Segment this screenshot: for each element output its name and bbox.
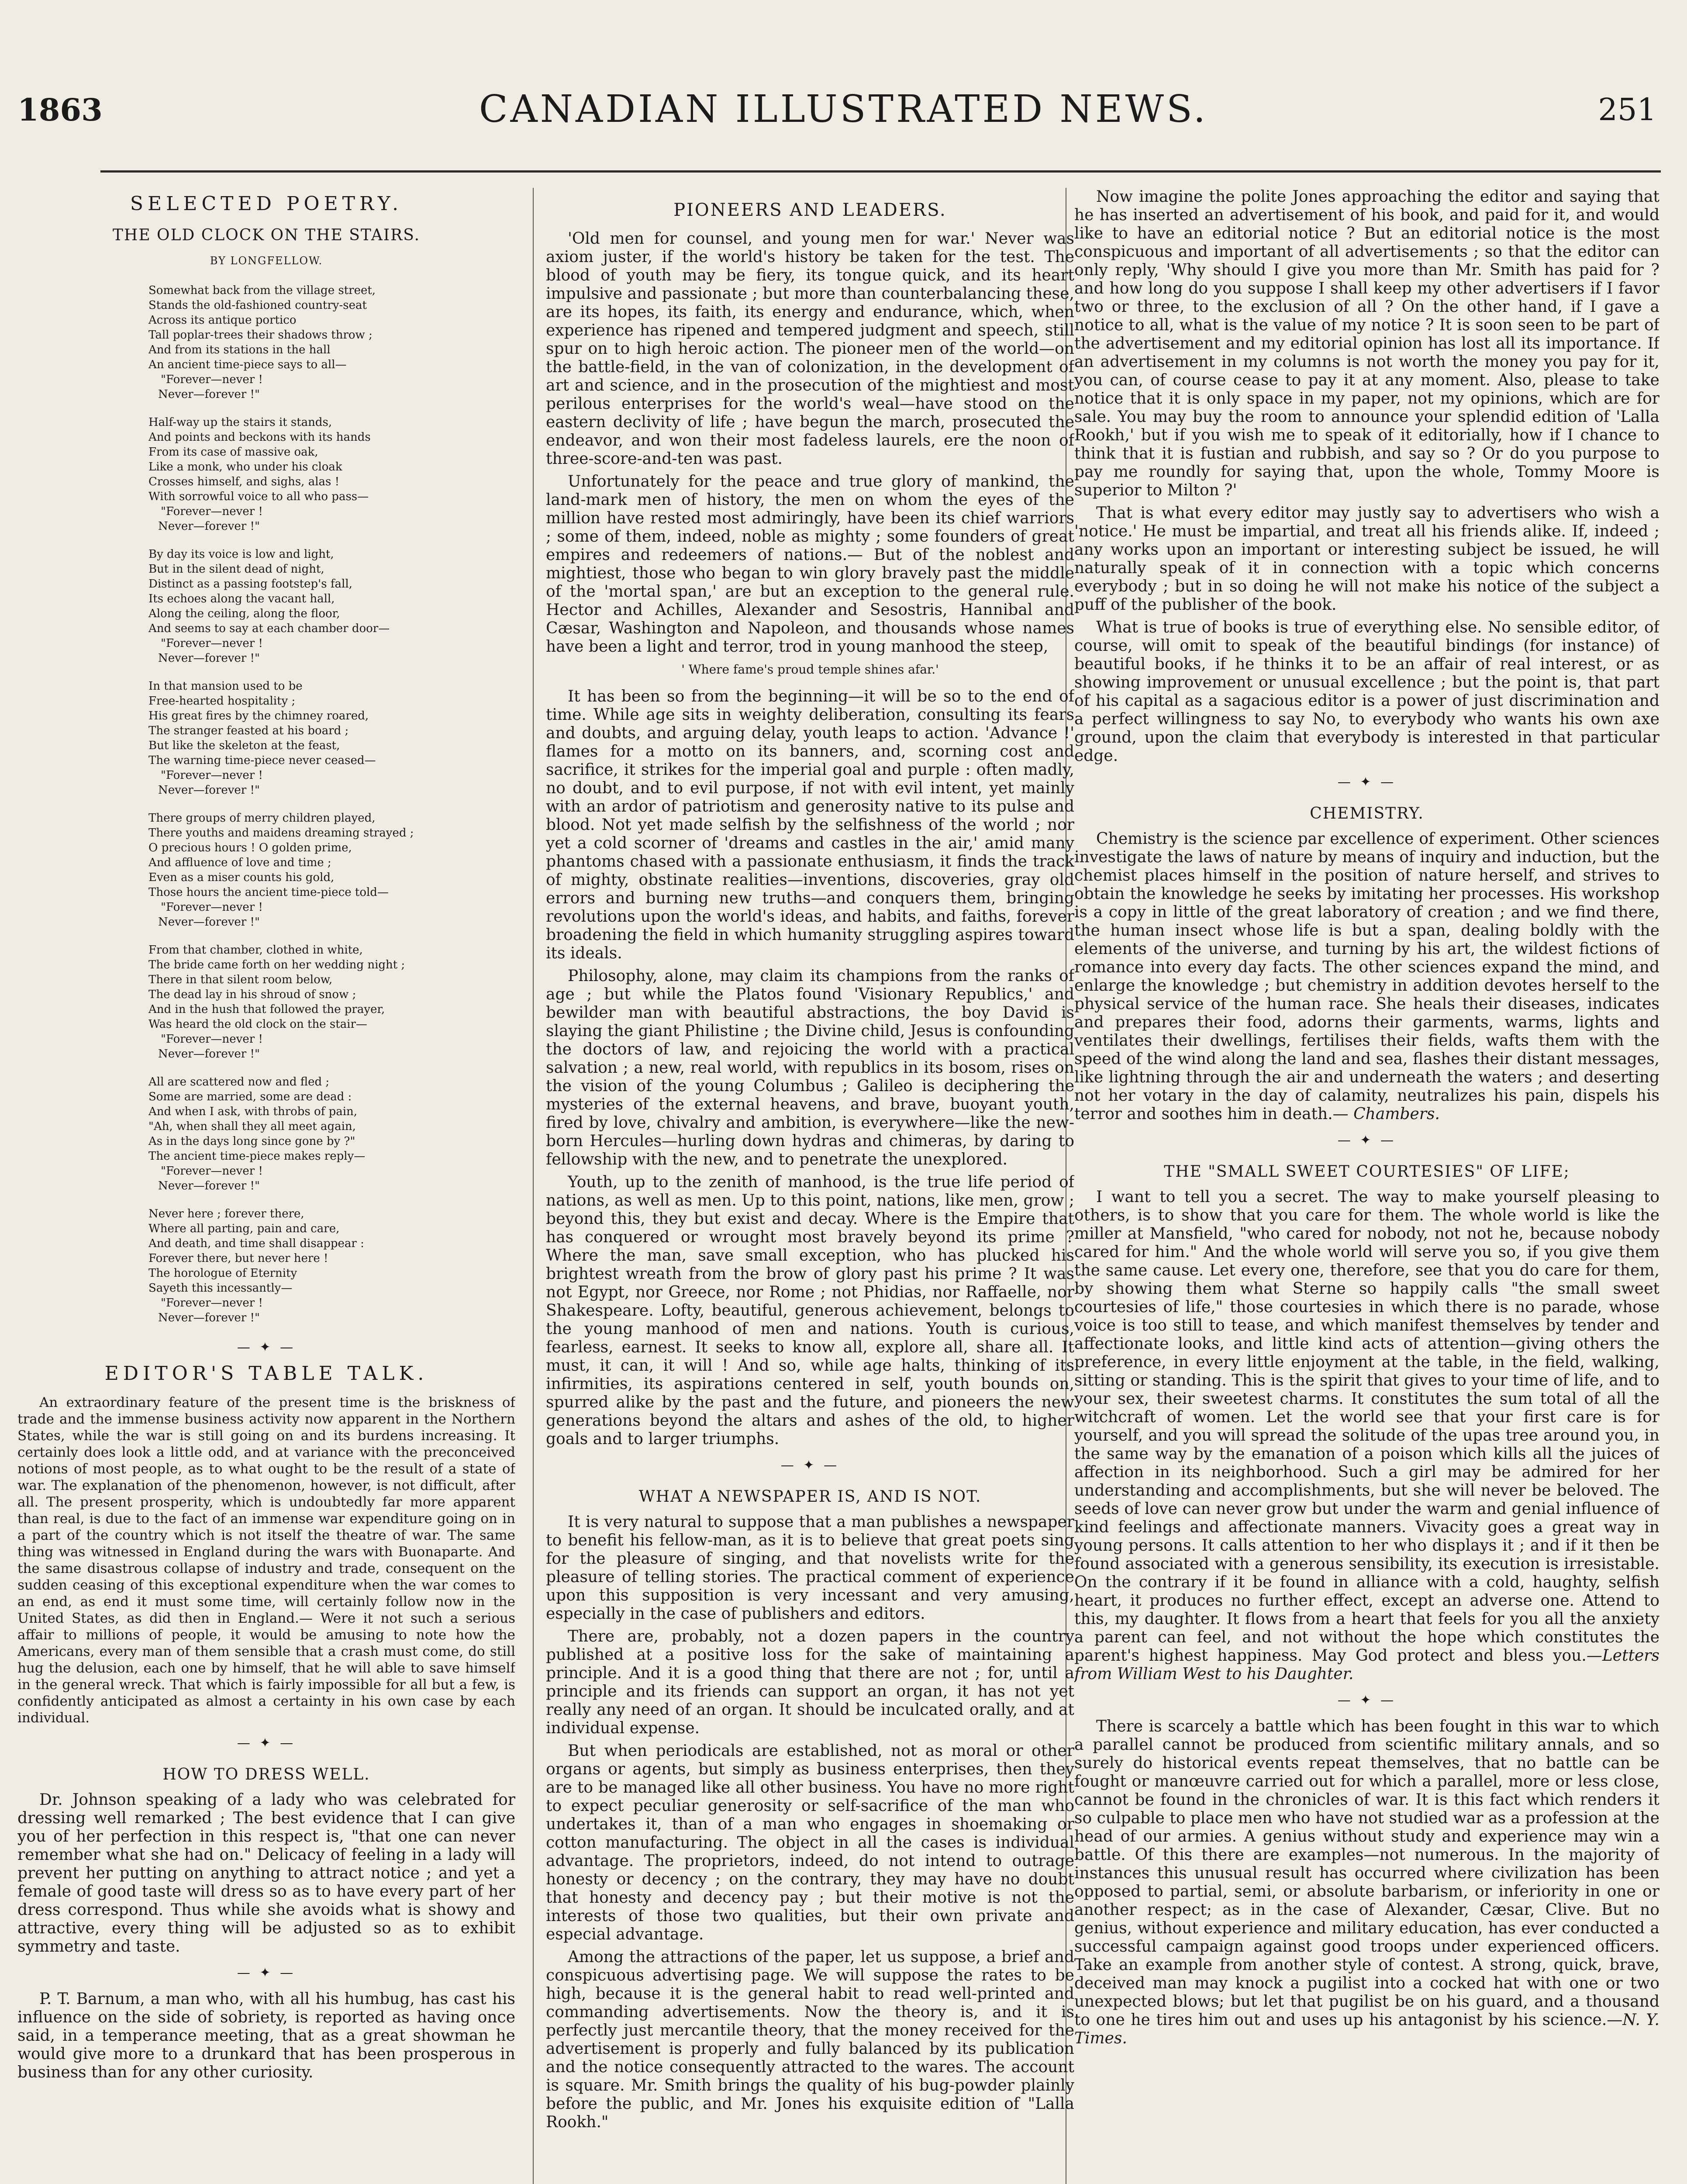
poem-line: But in the silent dead of night, xyxy=(148,563,324,576)
courtesies-source: Letters from William West to his Daughter. xyxy=(1074,1647,1659,1683)
poem-line: And death, and time shall disappear : xyxy=(148,1237,364,1250)
year: 1863 xyxy=(17,92,103,128)
poem-line: Never—forever !" xyxy=(158,1047,260,1061)
poem-author: BY LONGFELLOW. xyxy=(210,255,323,267)
poem-line: From that chamber, clothed in white, xyxy=(148,943,363,957)
poem-line: "Forever—never ! xyxy=(161,1033,263,1046)
page-number: 251 xyxy=(1598,92,1656,128)
poem-line: Across its antique portico xyxy=(148,314,297,327)
poem-line: Like a monk, who under his cloak xyxy=(148,460,342,473)
poem-line: Never—forever !" xyxy=(158,916,260,929)
column-divider xyxy=(533,188,534,2184)
column-2 xyxy=(546,188,1074,2184)
masthead-rule xyxy=(100,170,1661,173)
poem-stanza xyxy=(148,1206,515,1325)
poem-stanza xyxy=(148,547,515,666)
article-heading-dress: HOW TO DRESS WELL. xyxy=(162,1766,370,1783)
battle-source: N. Y. Times. xyxy=(1074,2011,1659,2047)
poem-line: And when I ask, with throbs of pain, xyxy=(148,1105,358,1118)
poem-line: "Forever—never ! xyxy=(161,1165,263,1178)
ornament-divider: — ✦ — xyxy=(237,1965,296,1980)
newspaper-title: CANADIAN ILLUSTRATED NEWS. xyxy=(479,87,1208,131)
poem-line: "Forever—never ! xyxy=(161,769,263,782)
poem-title: THE OLD CLOCK ON THE STAIRS. xyxy=(112,226,421,244)
poem-line: Even as a miser counts his gold, xyxy=(148,871,335,884)
poem-line: All are scattered now and fled ; xyxy=(148,1075,330,1089)
poem-body xyxy=(17,283,515,1325)
poem-line: Its echoes along the vacant hall, xyxy=(148,592,335,605)
poem-line: Never—forever !" xyxy=(158,652,260,665)
poem-line: Forever there, but never here ! xyxy=(148,1252,328,1265)
poem-line: There groups of merry children played, xyxy=(148,812,376,825)
article-heading-newspaper: WHAT A NEWSPAPER IS, AND IS NOT. xyxy=(638,1488,982,1506)
poem-stanza xyxy=(148,679,515,798)
poem-line: Where all parting, pain and care, xyxy=(148,1222,340,1235)
poem-stanza xyxy=(148,283,515,402)
article-paragraph: What is true of books is true of everything else. No sensible editor, of course, will omit to speak of the beautiful bindings (for instance) of beautiful books, if he thinks it to be an affair of real interest, or as showing improvement or unusual excellence ; but the point is, that part of his capital as a sagacious editor is a power of just discrimination and a perfect willingness to say No, to everybody who wants his own axe ground, upon the claim that everybody is interested in that particular edge. xyxy=(1074,619,1659,765)
poem-line: Tall poplar-trees their shadows throw ; xyxy=(148,328,373,342)
poem-line: The horologue of Eternity xyxy=(148,1267,297,1280)
poem-line: And from its stations in the hall xyxy=(148,343,331,356)
poem-line: From its case of massive oak, xyxy=(148,446,318,459)
poem-line: Those hours the ancient time-piece told— xyxy=(148,886,389,899)
masthead xyxy=(0,0,1687,188)
poem-line: Never—forever !" xyxy=(158,1179,260,1192)
poem-line: The stranger feasted at his board ; xyxy=(148,724,349,737)
poem-line: Crosses himself, and sighs, alas ! xyxy=(148,475,340,488)
poem-line: The dead lay in his shroud of snow ; xyxy=(148,988,356,1001)
article-paragraph: It is very natural to suppose that a man publishes a newspaper to benefit his fellow-man, as it is to believe that great poets sing for the pleasure of singing, and that novelists write for the pleasure of telling stories. The practical comment of experience upon this supposition is very incessant and very amusing, especially in the case of publishers and editors. xyxy=(546,1513,1074,1623)
article-paragraph: Youth, up to the zenith of manhood, is the true life period of nations, as well as men. Up to this point, nations, like men, grow ; beyond this, they but exist and decay. Where is the Empire that has conquered or wrought most bravely beyond its prime ? Where the man, save small exception, who has plucked his brightest wreath from the brow of glory past his prime ? It was not Egypt, nor Greece, nor Rome ; not Phidias, nor Raffaelle, nor Shakespeare. Lofty, beautiful, generous achievement, belongs to the young manhood of men and nations. Youth is curious, fearless, earnest. It seeks to know all, explore all, share all. It must, it can, it will ! And so, while age halts, thinking of its infirmities, its aspirations centered in self, youth bounds on, spurred alike by the past and the future, and pioneers the new generations beyond the altars and ashes of the old, to higher goals and to larger triumphs. xyxy=(546,1173,1074,1448)
article-paragraph: Philosophy, alone, may claim its champions from the ranks of age ; but while the Platos found 'Visionary Republics,' and bewilder man with beautiful abstractions, the boy David is slaying the giant Philistine ; the Divine child, Jesus is confounding the doctors of law, and rejoicing the world with a practical salvation ; a new, real world, with republics in its bosom, rises on the vision of the young Columbus ; Galileo is deciphering the mysteries of the external heavens, and brave, buoyant youth, fired by love, chivalry and ambition, is everywhere—like the new-born Hercules—hurling down hydras and chimeras, by daring to fellowship with the new, and to penetrate the unexplored. xyxy=(546,967,1074,1168)
poem-line: Some are married, some are dead : xyxy=(148,1090,352,1103)
article-text-chemistry xyxy=(1074,830,1659,1123)
poem-line: "Forever—never ! xyxy=(161,1296,263,1310)
article-paragraph: There are, probably, not a dozen papers in the country published at a positive loss for the sake of maintaining a principle. And it is a good thing that there are not ; for, until a principle and its friends can support an organ, it has not yet really any need of an organ. It should be inculcated orally, and at individual expense. xyxy=(546,1628,1074,1737)
poem-line: Free-hearted hospitality ; xyxy=(148,695,296,708)
article-paragraph: 'Old men for counsel, and young men for war.' Never was axiom juster, if the world's history be taken for the test. The blood of youth may be fiery, its tongue quick, and its heart impulsive and passionate ; but more than counterbalancing these, are its hopes, its faith, its energy and endurance, which, when experience has ripened and tempered judgment and speech, still spur on to high heroic action. The pioneer men of the world—on the battle-field, in the van of colonization, in the development of art and science, and in the prosecution of the mightiest and most perilous enterprises for the world's weal—have stood on the eastern declivity of life ; have begun the march, prosecuted the endeavor, and won their most fadeless laurels, ere the noon of three-score-and-ten was past. xyxy=(546,230,1074,468)
poem-line: Never here ; forever there, xyxy=(148,1207,304,1220)
article-text-courtesies xyxy=(1074,1188,1659,1683)
poem-line: There youths and maidens dreaming strayed ; xyxy=(148,826,414,840)
poem-line: Never—forever !" xyxy=(158,388,260,401)
poem-line: Never—forever !" xyxy=(158,1311,260,1324)
poem-line: The bride came forth on her wedding night ; xyxy=(148,958,405,971)
poem-line: "Forever—never ! xyxy=(161,373,263,386)
editor-table-talk-text: An extraordinary feature of the present time is the briskness of trade and the immense business activity now apparent in the Northern States, while the war is still going on and its burdens increasing. It certainly does look a little odd, and at variance with the preconceived notions of most people, as to what ought to be the result of a state of war. The explanation of the phenomenon, however, is not difficult, after all. The present prosperity, which is undoubtedly far more apparent than real, is due to the fact of an immense war expenditure going on in a part of the country which is not itself the theatre of war. The same thing was witnessed in England during the wars with Buonaparte. And the same disastrous collapse of industry and trade, consequent on the sudden ceasing of this exceptional expenditure when the war comes to an end, as end it must some time, will certainly follow now in the United States, as did then in England.— Were it not such a serious affair to millions of people, it would be amusing to note how the Americans, every man of them sensible that a crash must come, do still hug the delusion, each one by himself, that he will able to save himself in the general wreck. That which is fairly impossible for all but a few, is confidently anticipated as almost a certainty in his own case by each individual. xyxy=(17,1395,515,1726)
chemistry-source: Chambers. xyxy=(1353,1105,1440,1123)
poem-line: The ancient time-piece makes reply— xyxy=(148,1150,366,1163)
poem-line: Was heard the old clock on the stair— xyxy=(148,1018,367,1031)
article-heading-courtesies: THE "SMALL SWEET COURTESIES" OF LIFE; xyxy=(1164,1163,1570,1181)
poem-line: Along the ceiling, along the floor, xyxy=(148,607,340,620)
poem-line: And seems to say at each chamber door— xyxy=(148,622,390,635)
article-motto: ' Where fame's proud temple shines afar.' xyxy=(681,662,939,677)
poem-line: And in the hush that followed the prayer, xyxy=(148,1003,385,1016)
poem-stanza xyxy=(148,811,515,930)
article-text-barnum: P. T. Barnum, a man who, with all his humbug, has cast his influence on the side of sobriety, is reported as having once said, in a temperance meeting, that as a great showman he would give more to a drunkard that has been prosperous in business than for any other curiosity. xyxy=(17,1990,515,2081)
article-heading-chemistry: CHEMISTRY. xyxy=(1310,805,1424,822)
poem-line: Somewhat back from the village street, xyxy=(148,284,376,297)
ornament-divider: — ✦ — xyxy=(1337,1693,1397,1708)
article-text-dress: Dr. Johnson speaking of a lady who was celebrated for dressing well remarked ; The best evidence that I can give you of her perfection in this respect is, "that one can never remember what she had on." Delicacy of feeling in a lady will prevent her putting on anything to attract notice ; and yet a female of good taste will dress so as to have every part of her dress correspond. Thus while she avoids what is showy and attractive, every thing will be adjusted so as to exhibit symmetry and taste. xyxy=(17,1791,515,1956)
poem-line: With sorrowful voice to all who pass— xyxy=(148,490,369,503)
poem-line: Half-way up the stairs it stands, xyxy=(148,416,332,429)
courtesies-body: I want to tell you a secret. The way to make yourself pleasing to others, is to show that you care for them. The whole world is like the miller at Mansfield, "who cared for nobody, not not he, because nobody cared for him." And the whole world will serve you so, if you give them the same cause. Let every one, therefore, see that you do care for them, by showing them what Sterne so happily calls "the small sweet courtesies of life," those courtesies in which there is no parade, whose voice is too still to tease, and which manifest themselves by tender and affectionate looks, and little kind acts of attention—giving others the preference, in every little enjoyment at the table, in the field, walking, sitting or standing. This is the spirit that gives to your time of life, and to your sex, their sweetest charms. It constitutes the sum total of all the witchcraft of women. Let the world see that your first care is for yourself, and you will spread the solitude of the upas tree around you, in the same way by the emanation of a poison which kills all the juices of affection in its neighborhood. Such a girl may be admired for her understanding and accomplishments, but she will never be beloved. The seeds of love can never grow but under the warm and genial influence of kind feelings and affectionate manners. Vivacity goes a great way in young persons. It calls attention to her who displays it ; and if it then be found associated with a generous sensibility, its execution is irresistable. On the contrary if it be found in alliance with a cold, haughty, selfish heart, it produces no further effect, except an adverse one. Attend to this, my daughter. It flows from a heart that feels for you all the anxiety a parent can feel, and not without the hope which constitutes the parent's highest happiness. May God protect and bless you.— xyxy=(1074,1188,1659,1665)
article-heading-pioneers: PIONEERS AND LEADERS. xyxy=(673,200,947,220)
article-paragraph: That is what every editor may justly say to advertisers who wish a 'notice.' He must be impartial, and treat all his friends alike. If, indeed ; any works upon an important or interesting subject be issued, he will naturally speak of it in connection with a topic which concerns everybody ; but in so doing he will not make his notice of the subject a puff of the publisher of the book. xyxy=(1074,504,1659,614)
poem-line: In that mansion used to be xyxy=(148,680,303,693)
poem-stanza xyxy=(148,943,515,1061)
poem-line: There in that silent room below, xyxy=(148,973,333,986)
poem-line: And points and beckons with its hands xyxy=(148,431,371,444)
article-paragraph: Unfortunately for the peace and true glory of mankind, the land-mark men of history, the men on whom the eyes of the million have rested most admiringly, have been its chief warriors ; some of them, indeed, noble as mighty ; some founders of great empires and redeemers of nations.— But of the noblest and mightiest, those who began to win glory bravely past the middle of the 'mortal span,' are but an exception to the general rule. Hector and Achilles, Alexander and Sesostris, Hannibal and Cæsar, Washington and Napoleon, and thousands whose names have been a light and terror, trod in young manhood the steep, xyxy=(546,473,1074,656)
poem-line: Never—forever !" xyxy=(158,784,260,797)
poem-line: But like the skeleton at the feast, xyxy=(148,739,340,752)
poem-line: "Ah, when shall they all meet again, xyxy=(148,1120,356,1133)
poem-line: O precious hours ! O golden prime, xyxy=(148,841,352,854)
poem-line: His great fires by the chimney roared, xyxy=(148,709,369,722)
column-3 xyxy=(1074,188,1659,2184)
article-paragraph: Among the attractions of the paper, let us suppose, a brief and conspicuous advertising page. We will suppose the rates to be high, because it is the general habit to read well-printed and commanding advertisements. Now the theory is, and it is perfectly just mercantile theory, that the money received for the advertisement is properly and fully balanced by its publication and the notice consequently attracted to the wares. The account is square. Mr. Smith brings the quality of his bug-powder plainly before the public, and Mr. Jones his exquisite edition of "Lalla Rookh." xyxy=(546,1948,1074,2131)
ornament-divider: — ✦ — xyxy=(237,1340,296,1355)
column-1 xyxy=(17,188,515,2184)
article-paragraph: It has been so from the beginning—it will be so to the end of time. While age sits in weighty deliberation, consulting its fears and doubts, and arguing delay, youth leaps to action. 'Advance !' flames for a motto on its banners, and, scorning cost and sacrifice, it strikes for the imperial goal and purple : often madly, no doubt, and to evil purpose, if not with evil intent, yet mainly with an ardor of patriotism and generosity native to its pulse and blood. Not yet made selfish by the selfishness of the world ; nor yet a cold scorner of 'dreams and castles in the air,' amid many phantoms chased with a passionate enthusiasm, it finds the track of mighty, obstinate realities—inventions, discoveries, gray old errors and burning new truths—and conquers them, bringing revolutions upon the world's ideas, and habits, and faiths, forever broadening the field in which humanity struggling aspires toward its ideals. xyxy=(546,688,1074,962)
poem-line: The warning time-piece never ceased— xyxy=(148,754,376,767)
poem-line: By day its voice is low and light, xyxy=(148,548,334,561)
poem-line: "Forever—never ! xyxy=(161,901,263,914)
ornament-divider: — ✦ — xyxy=(237,1735,296,1751)
poem-line: "Forever—never ! xyxy=(161,637,263,650)
article-paragraph: Now imagine the polite Jones approaching the editor and saying that he has inserted an advertisement of his book, and paid for it, and would like to have an editorial notice ? But an editorial notice is the most conspicuous and important of all advertisements ; so that the editor can only reply, 'Why should I give you more than Mr. Smith has paid for ? and how long do you suppose I shall keep my other advertisers if I favor two or three, to the exclusion of all ? On the other hand, if I gave a notice to all, what is the value of my notice ? It is soon seen to be part of the advertisement and my editorial opinion has lost all its importance. If an advertisement in my columns is not worth the money you pay for it, you can, of course cease to pay it at any moment. Also, please to take notice that it is only space in my paper, not my opinions, which are for sale. You may buy the room to announce your splendid edition of 'Lalla Rookh,' but if you wish me to speak of it editorially, how if I chance to think that it is fustian and rubbish, and say so ? Or do you purpose to pay me roundly for saying that, upon the whole, Tommy Moore is superior to Milton ?' xyxy=(1074,188,1659,499)
poem-line: As in the days long since gone by ?" xyxy=(148,1135,355,1148)
poem-line: Distinct as a passing footstep's fall, xyxy=(148,577,352,591)
section-heading-poetry: SELECTED POETRY. xyxy=(130,193,403,215)
poem-stanza xyxy=(148,1075,515,1193)
ornament-divider: — ✦ — xyxy=(780,1458,840,1473)
poem-line: An ancient time-piece says to all— xyxy=(148,358,347,371)
poem-line: "Forever—never ! xyxy=(161,505,263,518)
ornament-divider: — ✦ — xyxy=(1337,1133,1397,1148)
ornament-divider: — ✦ — xyxy=(1337,774,1397,790)
article-paragraph: But when periodicals are established, not as moral or other organs or agents, but simply as business enterprises, then they are to be managed like all other business. You have no more right to expect peculiar generosity or self-sacrifice of the man who undertakes it, than of a man who engages in shoemaking or cotton manufacturing. The object in all the cases is individual advantage. The proprietors, indeed, do not intend to outrage honesty or decency ; on the contrary, they may have no doubt that honesty and decency pay ; but their motive is not the interests of those two qualities, but their own private and especial advantage. xyxy=(546,1742,1074,1943)
article-text-battle xyxy=(1074,1717,1659,2048)
chemistry-body: Chemistry is the science par excellence of experiment. Other sciences investigate the laws of nature by means of inquiry and induction, but the chemist places himself in the position of nature herself, and strives to obtain the knowledge he seeks by imitating her processes. His workshop is a copy in little of the great laboratory of creation ; and we find there, the human insect whose life is but a span, dealing boldly with the elements of the universe, and turning by his art, the wildest fictions of romance into every day facts. The other sciences expand the mind, and enlarge the knowledge ; but chemistry in addition devotes herself to the physical service of the human race. She heals their diseases, indicates and prepares their food, adorns their garments, warms, lights and ventilates their dwellings, fertilises their fields, wafts them with the speed of the wind along the land and sea, flashes their distant messages, like lightning through the air and underneath the waters ; and deserting not her votary in the day of calamity, neutralizes his pain, dispels his terror and soothes him in death.— xyxy=(1074,830,1659,1123)
poem-line: Stands the old-fashioned country-seat xyxy=(148,299,367,312)
poem-line: And affluence of love and time ; xyxy=(148,856,331,869)
poem-line: Sayeth this incessantly— xyxy=(148,1282,293,1295)
section-heading-editor: EDITOR'S TABLE TALK. xyxy=(104,1362,428,1385)
poem-stanza xyxy=(148,415,515,534)
battle-body: There is scarcely a battle which has been fought in this war to which a parallel cannot be produced from scientific military annals, and so surely do historical events repeat themselves, that no battle can be fought or manœuvre carried out for which a parallel, more or less close, cannot be found in the chronicles of war. It is this fact which renders it so culpable to place men who have not studied war as a profession at the head of our armies. A genius without study and experience may win a battle. Of this there are examples—not numerous. In the majority of instances this unusual result has occurred where civilization has been opposed to partial, semi, or absolute barbarism, or inferiority in one or another respect; as in the case of Alexander, Cæsar, Clive. But no genius, without experience and military education, has ever conducted a successful campaign against good troops under experienced officers. Take an example from another style of contest. A strong, quick, brave, deceived man may knock a pugilist into a cocked hat with one or two unexpected blows; but let that pugilist be on his guard, and a thousand to one he tires him out and uses up his antagonist by his science.— xyxy=(1074,1717,1659,2029)
poem-line: Never—forever !" xyxy=(158,520,260,533)
